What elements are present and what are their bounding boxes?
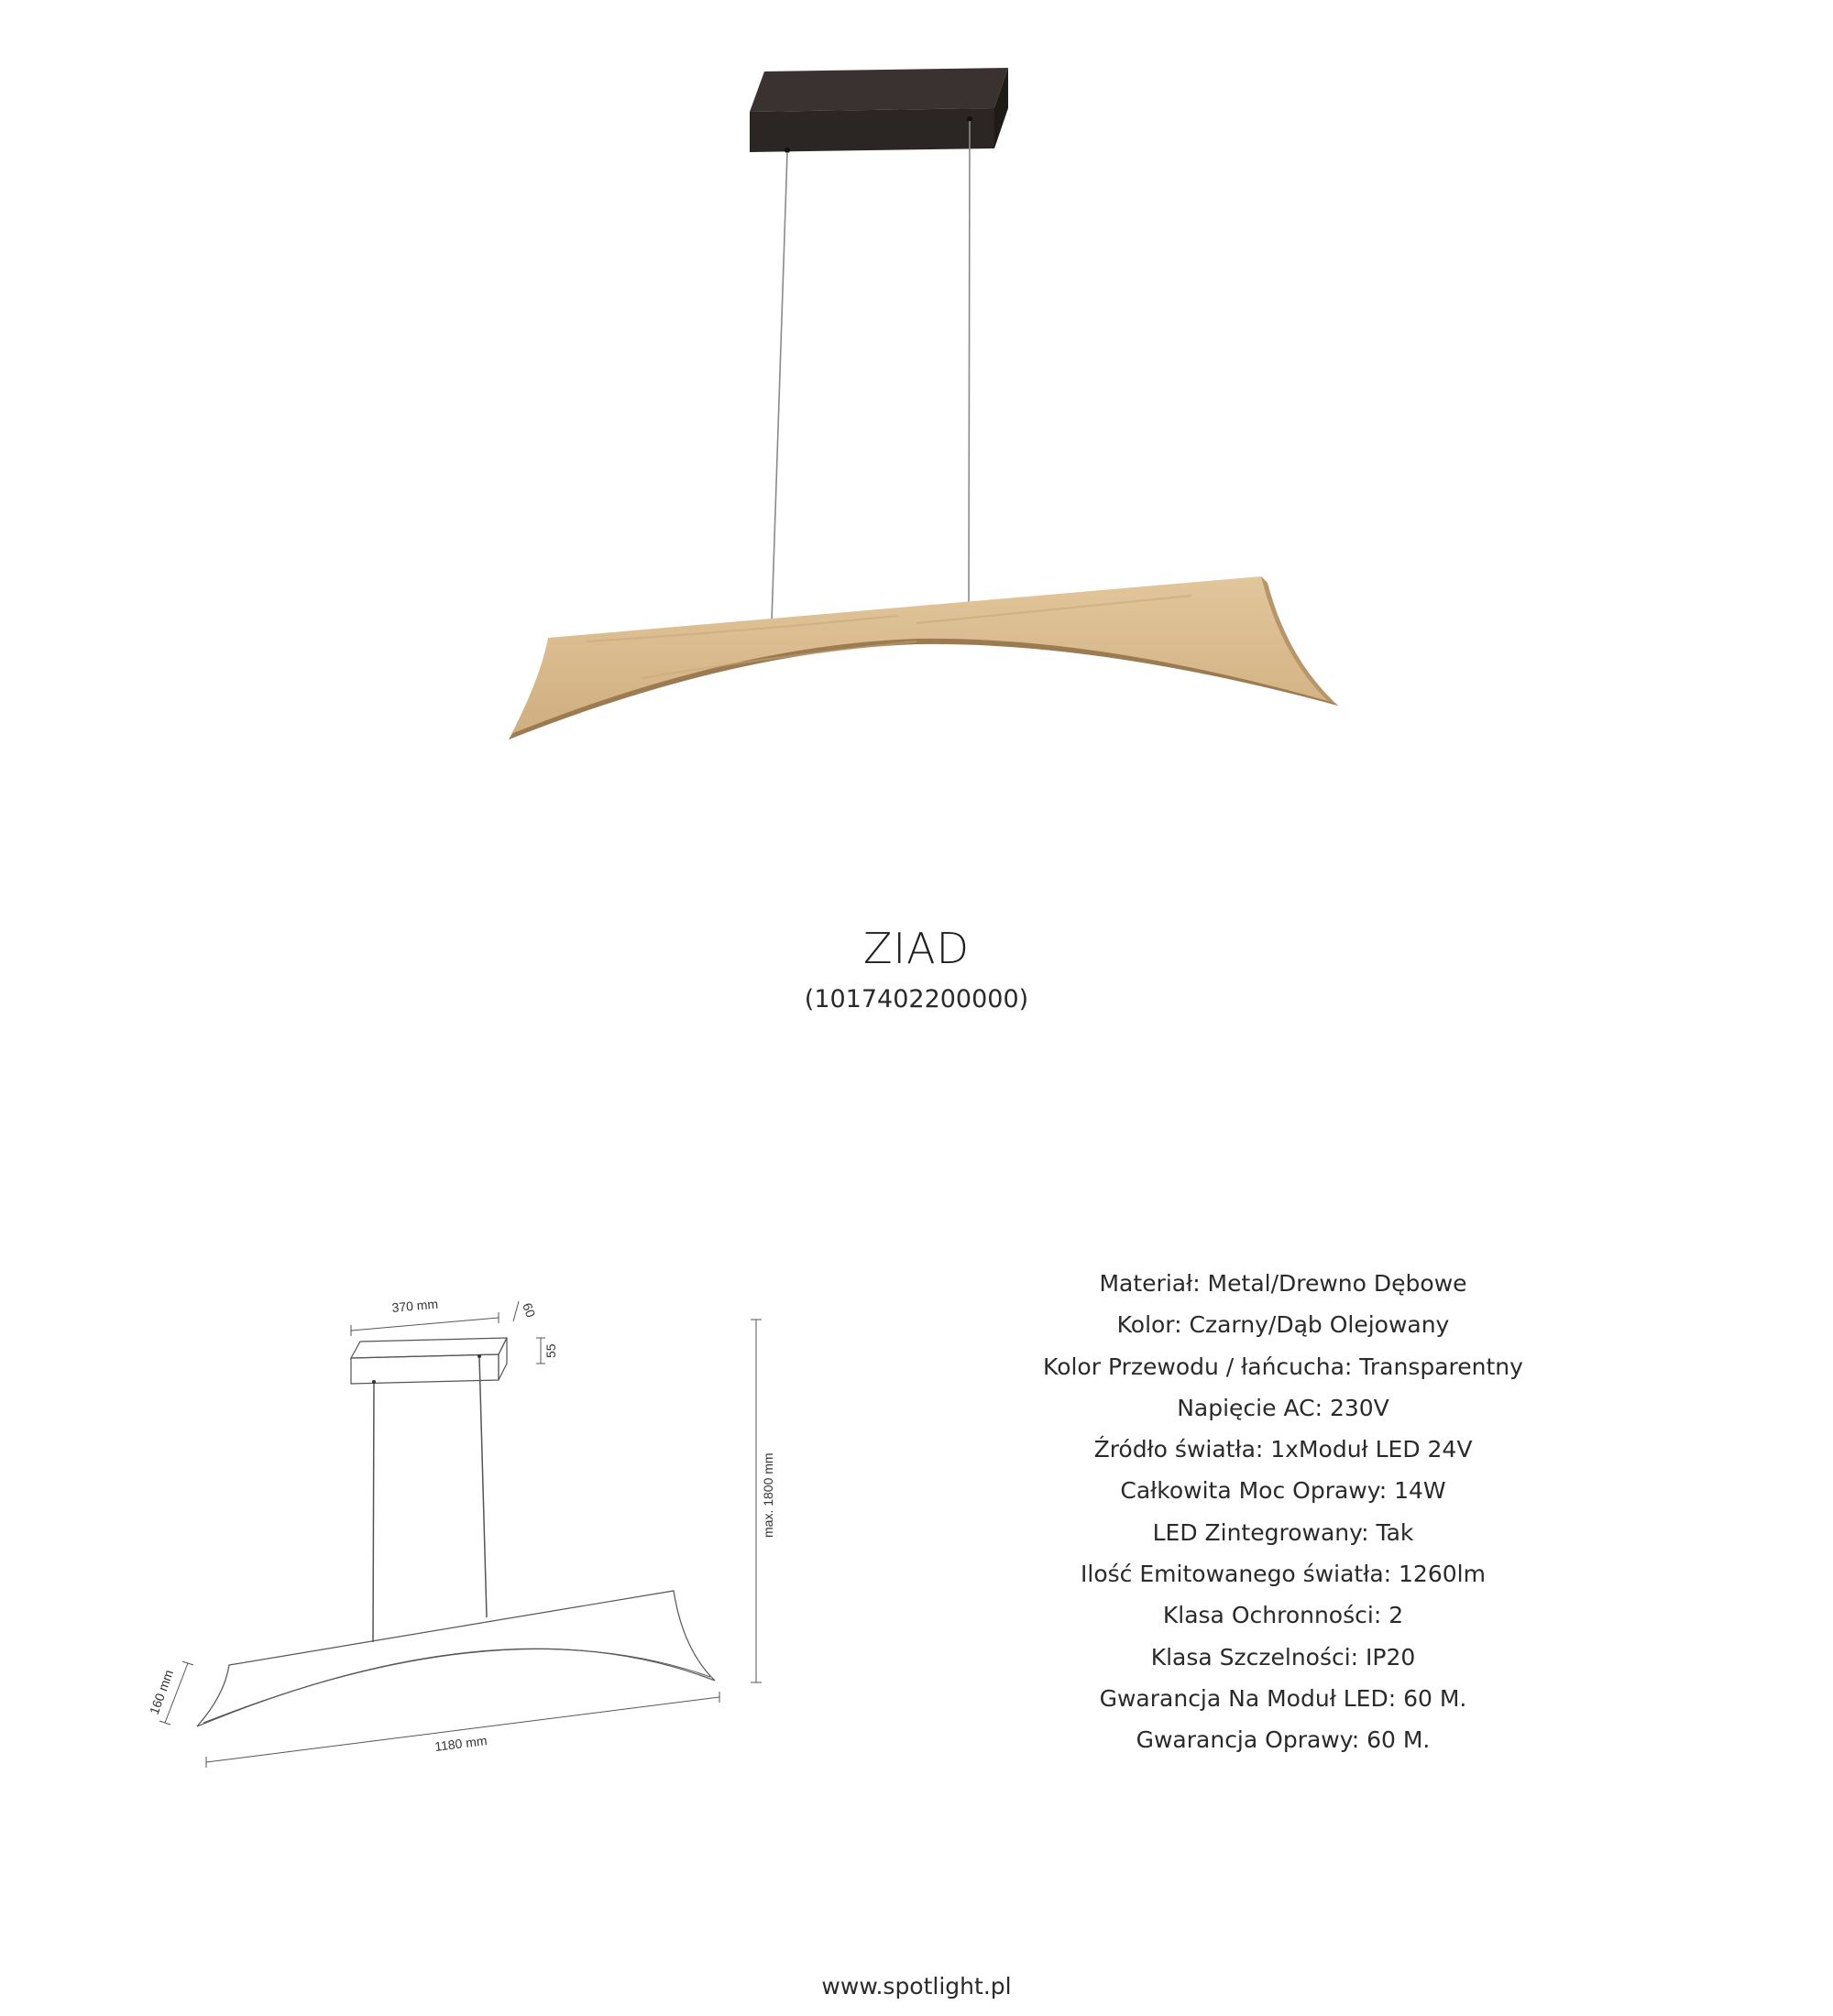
spec-color: Kolor: Czarny/Dąb Olejowany [1116, 1311, 1450, 1339]
dim-canopy-length [351, 1297, 499, 1336]
drawing-canopy [351, 1338, 507, 1384]
product-photo [0, 0, 1833, 825]
suspension-cable-right [969, 121, 970, 605]
spec-light-source: Źródło światła: 1xModuł LED 24V [1093, 1436, 1473, 1463]
spec-material: Materiał: Metal/Drewno Dębowe [1099, 1270, 1467, 1297]
spec-cable-color: Kolor Przewodu / łańcucha: Transparentny [1043, 1353, 1523, 1380]
dim-max-height [751, 1320, 775, 1682]
spec-luminous-flux: Ilość Emitowanego światła: 1260lm [1081, 1561, 1486, 1588]
spec-ip-rating: Klasa Szczelności: IP20 [1150, 1643, 1416, 1671]
technical-drawing [137, 1246, 797, 1796]
product-name: ZIAD [863, 924, 970, 973]
spec-power: Całkowita Moc Oprawy: 14W [1120, 1477, 1446, 1505]
spec-protection-class: Klasa Ochronności: 2 [1162, 1602, 1404, 1629]
drawing-cable-left [373, 1382, 374, 1642]
dim-canopy-width-label: 60 [520, 1300, 539, 1320]
suspension-cable-left [772, 152, 787, 621]
dim-total-length [206, 1692, 719, 1768]
dim-total-length-label: 1180 mm [434, 1733, 488, 1754]
specifications-list [999, 1263, 1567, 1761]
dim-shade-height-label: 160 mm [146, 1668, 177, 1717]
oak-shade [509, 576, 1338, 740]
drawing-shade [197, 1591, 715, 1726]
dim-canopy-length-label: 370 mm [390, 1296, 439, 1315]
dim-canopy-width [513, 1301, 539, 1321]
spec-voltage: Napięcie AC: 230V [1177, 1394, 1389, 1421]
drawing-cable-right [479, 1356, 487, 1617]
website-link[interactable]: www.spotlight.pl [821, 1973, 1012, 2000]
dim-canopy-height [536, 1338, 558, 1364]
product-code: (1017402200000) [804, 985, 1029, 1013]
spec-fixture-warranty: Gwarancja Oprawy: 60 M. [1136, 1726, 1431, 1754]
spec-led-warranty: Gwarancja Na Moduł LED: 60 M. [1099, 1684, 1467, 1712]
spec-led-integrated: LED Zintegrowany: Tak [1152, 1518, 1414, 1546]
dim-max-height-label: max. 1800 mm [761, 1452, 775, 1538]
dim-canopy-height-label: 55 [543, 1343, 558, 1358]
dim-shade-height [147, 1661, 193, 1725]
